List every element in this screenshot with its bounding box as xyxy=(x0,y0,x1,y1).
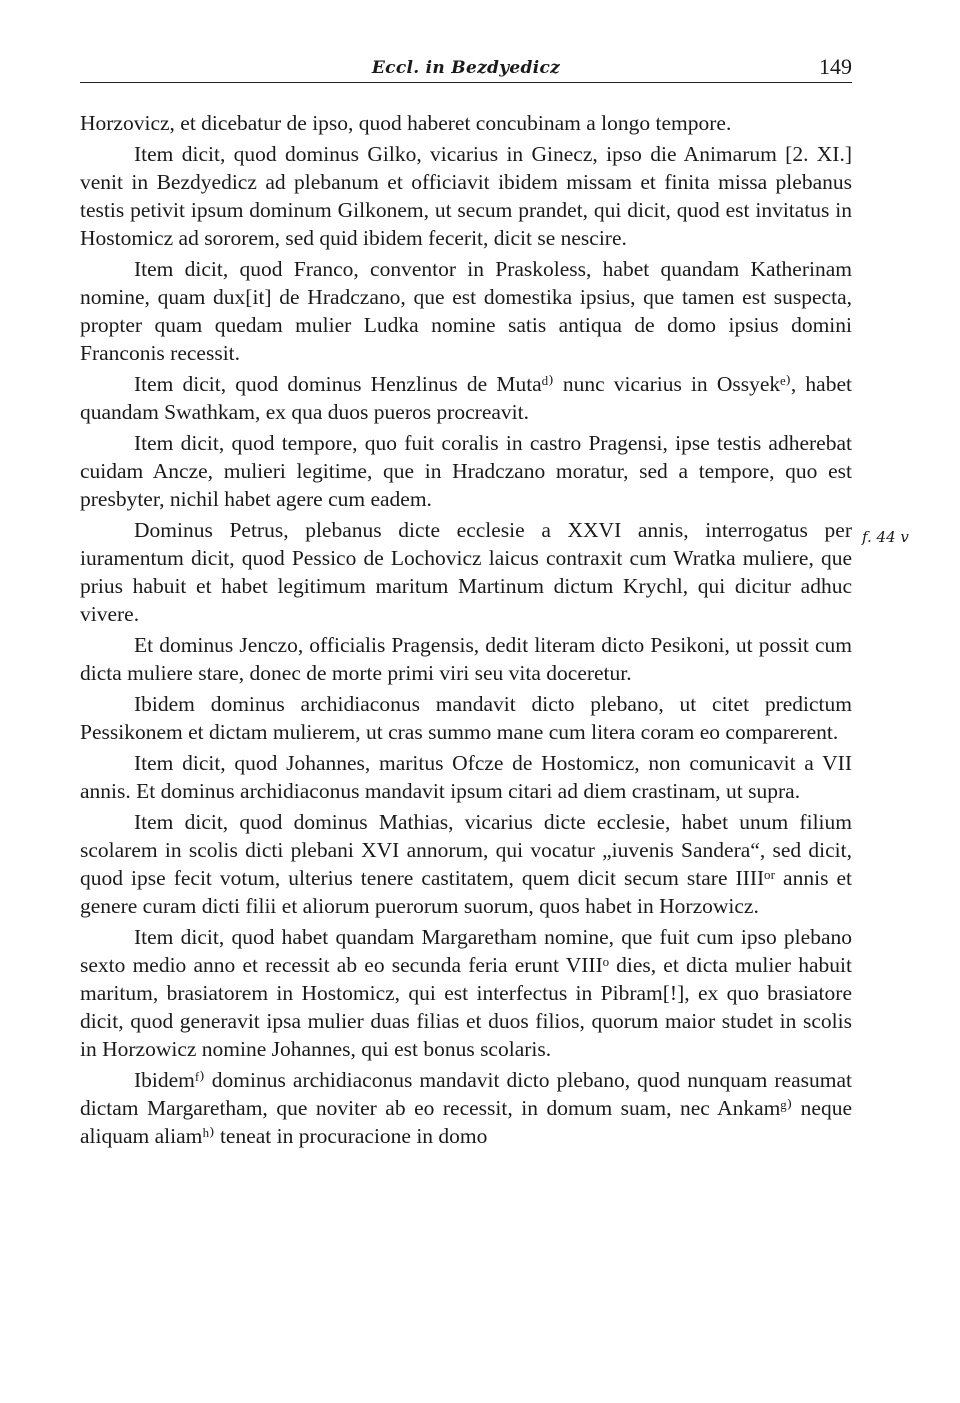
paragraph: Horzovicz, et dicebatur de ipso, quod haberet concubinam a longo tempore. xyxy=(80,111,732,135)
paragraph: Item dicit, quod Franco, conventor in Praskoless, habet quandam Katherinam nomine, quam dux[it] de Hradczano, que est domestika ipsius, que tamen est suspecta, propter quam quedam mulier Ludka nomine satis antiqua de domo ipsius domini Franconis recessit. xyxy=(80,257,852,365)
paragraph: Et dominus Jenczo, officialis Pragensis, dedit literam dicto Pesikoni, ut possit cum dicta muliere stare, donec de morte primi viri seu vita doceretur. xyxy=(80,633,852,685)
paragraph: Ibidemᶠ⁾ dominus archidiaconus mandavit dicto plebano, quod nunquam reasumat dictam Margaretham, que noviter ab eo recessit, in domum suam, nec Ankamᵍ⁾ neque aliquam aliamʰ⁾ teneat in procuracione in domo xyxy=(80,1068,852,1148)
paragraph: Item dicit, quod tempore, quo fuit coralis in castro Pragensi, ipse testis adherebat cuidam Ancze, mulieri legitime, que in Hradczano moratur, sed a tempore, quo est presbyter, nichil habet agere cum eadem. xyxy=(80,431,852,511)
paragraph: Item dicit, quod Johannes, maritus Ofcze de Hostomicz, non comunicavit a VII annis. Et dominus archidiaconus mandavit ipsum citari ad diem crastinam, ut supra. xyxy=(80,751,852,803)
page-header xyxy=(80,52,852,83)
paragraph: Item dicit, quod dominus Mathias, vicarius dicte ecclesie, habet unum filium scolarem in scolis dicti plebani XVI annorum, qui vocatur „iuvenis Sandera“, sed dicit, quod ipse fecit votum, ulterius tenere castitatem, quem dicit secum stare IIIIᵒʳ annis et genere curam dicti filii et aliorum puerorum suorum, quos habet in Horzowicz. xyxy=(80,810,852,918)
paragraph: Item dicit, quod dominus Henzlinus de Mutaᵈ⁾ nunc vicarius in Ossyekᵉ⁾, habet quandam Swathkam, ex qua duos pueros procreavit. xyxy=(80,372,852,424)
paragraph: Dominus Petrus, plebanus dicte ecclesie a XXVI annis, interrogatus per iuramentum dicit, quod Pessico de Lochovicz laicus contraxit cum Wratka muliere, que prius habuit et habet legitimum maritum Martinum dictum Krychl, qui dicitur adhuc vivere. xyxy=(80,518,852,626)
running-title: Eccl. in Bezdyedicz xyxy=(371,58,561,78)
paragraph: Item dicit, quod habet quandam Margaretham nomine, que fuit cum ipso plebano sexto medio anno et recessit ab eo secunda feria erunt VIIIᵒ dies, et dicta mulier habuit maritum, brasiatorem in Hostomicz, qui est interfectus in Pibram[!], ex quo brasiatore dicit, quod generavit ipsa mulier duas filias et duos filios, quorum maior studet in scolis in Horzowicz nomine Johannes, qui est bonus scolaris. xyxy=(80,925,852,1061)
page-number: 149 xyxy=(819,54,852,79)
paragraph: Ibidem dominus archidiaconus mandavit dicto plebano, ut citet predictum Pessikonem et dictam mulierem, ut cras summo mane cum litera coram eo comparerent. xyxy=(80,692,852,744)
folio-margin-note: f. 44 v xyxy=(862,528,909,546)
paragraph: Item dicit, quod dominus Gilko, vicarius in Ginecz, ipso die Animarum [2. XI.] venit in Bezdyedicz ad plebanum et officiavit ibidem missam et finita missa plebanus testis petivit ipsum dominum Gilkonem, ut secum prandet, qui dicit, quod est invitatus in Hostomicz ad sororem, sed quid ibidem fecerit, dicit se nescire. xyxy=(80,142,852,250)
main-text xyxy=(80,109,852,1153)
